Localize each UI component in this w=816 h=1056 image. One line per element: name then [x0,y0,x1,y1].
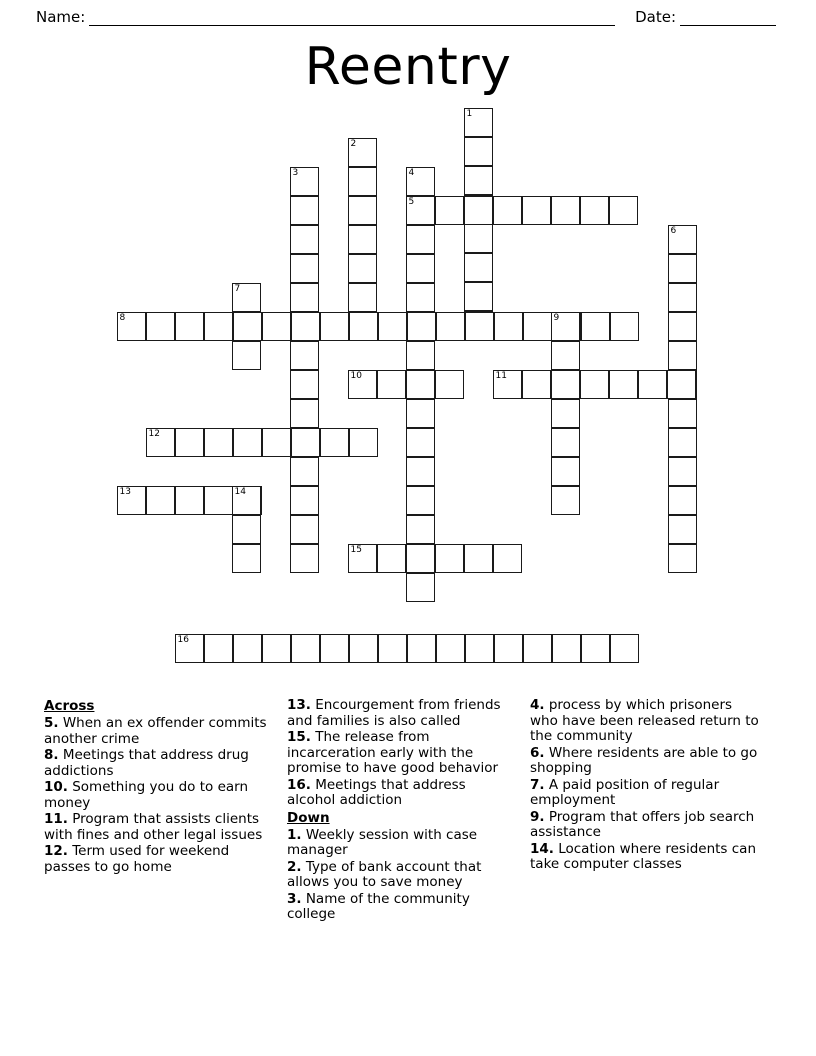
grid-cell[interactable] [406,167,435,196]
grid-cell[interactable] [348,138,377,167]
grid-cell[interactable] [290,515,319,544]
clue-item [44,716,275,747]
date-label: Date: [635,8,676,26]
grid-cell[interactable] [493,544,522,573]
grid-cell[interactable] [290,486,319,515]
grid-cell[interactable] [232,341,261,370]
grid-cell[interactable] [493,370,522,399]
grid-cell-number: 8 [119,313,126,323]
grid-cell[interactable] [581,312,610,341]
clue-text: Weekly session with case manager [287,826,478,858]
grid-cell[interactable] [377,370,406,399]
grid-cell[interactable] [551,370,580,399]
clue-text: Program that offers job search assistance [530,808,755,840]
grid-cell[interactable] [348,167,377,196]
grid-cell[interactable] [551,341,580,370]
clue-item [530,778,762,809]
across-heading: Across [44,698,95,714]
grid-cell[interactable] [551,428,580,457]
clue-number: 5. [44,715,59,731]
clue-text: Something you do to earn money [44,779,249,811]
grid-cell[interactable] [668,341,697,370]
grid-cell[interactable] [290,341,319,370]
clue-column-2 [287,698,530,978]
grid-cell[interactable] [668,515,697,544]
grid-cell[interactable] [175,312,204,341]
grid-cell[interactable] [146,428,175,457]
grid-cell[interactable] [348,370,377,399]
grid-cell[interactable] [551,457,580,486]
grid-cell[interactable] [349,634,378,663]
grid-cell-number: 5 [408,197,415,207]
clue-text: Where residents are able to go shopping [530,744,758,776]
grid-cell[interactable] [232,486,261,515]
grid-cell[interactable] [232,515,261,544]
clue-item [44,844,275,875]
grid-cell[interactable] [320,634,349,663]
grid-cell[interactable] [667,370,696,399]
grid-cell[interactable] [146,312,175,341]
grid-cell[interactable] [290,196,319,225]
clue-number: 9. [530,808,545,825]
grid-cell[interactable] [406,370,435,399]
grid-cell[interactable] [494,312,523,341]
clue-item [287,860,518,891]
grid-cell-number: 6 [670,226,677,236]
grid-cell[interactable] [610,634,639,663]
grid-cell[interactable] [406,283,435,312]
clue-item [530,698,762,745]
grid-cell-number: 16 [177,635,189,645]
grid-cell-number: 9 [553,313,560,323]
grid-cell[interactable] [436,312,465,341]
clue-number: 7. [530,776,545,793]
grid-cell[interactable] [290,283,319,312]
grid-cell[interactable] [232,283,261,312]
grid-cell-number: 14 [234,487,246,497]
grid-cell[interactable] [407,312,436,341]
grid-cell[interactable] [406,573,435,602]
grid-cell[interactable] [348,196,377,225]
grid-cell[interactable] [406,399,435,428]
clue-text: The release from incarceration early with the promise to have good behavior [287,729,499,776]
grid-cell[interactable] [465,634,494,663]
grid-cell-number: 3 [292,168,299,178]
grid-cell[interactable] [552,634,581,663]
grid-cell[interactable] [377,544,406,573]
grid-cell[interactable] [668,486,697,515]
grid-cell[interactable] [668,457,697,486]
clue-number: 2. [287,858,302,875]
clue-list [44,698,774,978]
grid-cell-number: 7 [234,284,241,294]
grid-cell-number: 10 [350,371,362,381]
grid-cell[interactable] [465,312,494,341]
grid-cell[interactable] [290,167,319,196]
down-heading: Down [287,809,330,826]
clue-text: Meetings that address drug addictions [44,747,249,779]
grid-cell[interactable] [291,428,320,457]
clue-item [530,746,762,777]
grid-cell[interactable] [609,370,638,399]
grid-cell[interactable] [464,108,493,137]
grid-cell[interactable] [290,399,319,428]
clue-number: 12. [44,843,68,859]
clue-text: When an ex offender commits another crime [44,715,267,747]
grid-cell[interactable] [348,544,377,573]
clue-number: 4. [530,697,545,713]
clue-text: Term used for weekend passes to go home [44,843,230,875]
grid-cell[interactable] [610,312,639,341]
grid-cell[interactable] [204,428,233,457]
grid-cell[interactable] [494,634,523,663]
grid-cell[interactable] [464,166,493,195]
grid-cell[interactable] [436,634,465,663]
grid-cell[interactable] [435,370,464,399]
clue-item [287,892,518,923]
grid-cell[interactable] [290,370,319,399]
clue-text: process by which prisoners who have been released return to the community [530,697,759,744]
clue-number: 3. [287,890,302,907]
grid-cell[interactable] [204,634,233,663]
grid-cell[interactable] [435,196,464,225]
clue-text: Type of bank account that allows you to save money [287,858,482,890]
grid-cell[interactable] [551,486,580,515]
clue-text: Name of the community college [287,890,470,922]
clue-text: A paid position of regular employment [530,776,720,808]
grid-cell[interactable] [406,544,435,573]
grid-cell[interactable] [175,486,204,515]
grid-cell[interactable] [349,312,378,341]
grid-cell[interactable] [522,196,551,225]
clue-column-1 [44,698,287,978]
clue-number: 13. [287,697,311,713]
grid-cell[interactable] [290,457,319,486]
grid-cell[interactable] [291,312,320,341]
grid-cell[interactable] [407,634,436,663]
grid-cell[interactable] [320,428,349,457]
grid-cell[interactable] [668,312,697,341]
grid-cell[interactable] [290,254,319,283]
clue-item [530,842,762,873]
clue-item [287,828,518,859]
grid-cell[interactable] [406,225,435,254]
grid-cell[interactable] [609,196,638,225]
grid-cell[interactable] [638,370,667,399]
grid-cell[interactable] [232,544,261,573]
grid-cell[interactable] [551,399,580,428]
grid-cell[interactable] [493,196,522,225]
grid-cell[interactable] [406,515,435,544]
clue-number: 10. [44,779,68,795]
grid-cell[interactable] [551,312,580,341]
grid-cell[interactable] [262,428,291,457]
grid-cell[interactable] [464,224,493,253]
grid-cell[interactable] [378,312,407,341]
clue-item [44,748,275,779]
clue-number: 6. [530,744,545,761]
grid-cell-number: 12 [148,429,160,439]
grid-cell[interactable] [406,341,435,370]
grid-cell[interactable] [117,312,146,341]
clue-item [287,698,518,729]
grid-cell[interactable] [435,544,464,573]
grid-cell-number: 2 [350,139,357,149]
grid-cell[interactable] [406,486,435,515]
clue-number: 8. [44,747,59,763]
grid-cell-number: 1 [466,109,473,119]
page-title: Reentry [304,37,512,97]
clue-item [44,780,275,811]
grid-cell[interactable] [464,137,493,166]
grid-cell[interactable] [348,225,377,254]
grid-cell[interactable] [581,634,610,663]
grid-cell[interactable] [522,370,551,399]
grid-cell-number: 4 [408,168,415,178]
grid-cell[interactable] [464,282,493,311]
grid-cell[interactable] [233,312,262,341]
grid-cell[interactable] [668,428,697,457]
grid-cell[interactable] [551,196,580,225]
grid-cell[interactable] [464,544,493,573]
clue-text: Encourgement from friends and families is also called [287,697,501,729]
grid-cell[interactable] [117,486,146,515]
grid-cell[interactable] [406,428,435,457]
clue-number: 11. [44,811,68,827]
grid-cell[interactable] [378,634,407,663]
grid-cell[interactable] [464,253,493,282]
grid-cell[interactable] [348,283,377,312]
grid-cell[interactable] [233,634,262,663]
clue-item [287,730,518,777]
grid-cell[interactable] [668,399,697,428]
grid-cell-number: 15 [350,545,362,555]
grid-cell[interactable] [290,225,319,254]
grid-cell[interactable] [668,544,697,573]
grid-cell[interactable] [406,196,435,225]
grid-cell[interactable] [146,486,175,515]
clue-item [530,810,762,841]
grid-cell[interactable] [175,428,204,457]
grid-cell[interactable] [580,196,609,225]
clue-text: Program that assists clients with fines and other legal issues [44,811,263,843]
grid-cell[interactable] [204,486,233,515]
grid-cell[interactable] [175,634,204,663]
grid-cell-number: 11 [495,371,507,381]
grid-cell[interactable] [320,312,349,341]
clue-text: Meetings that address alcohol addiction [287,776,466,808]
grid-cell[interactable] [523,634,552,663]
grid-cell[interactable] [349,428,378,457]
grid-cell[interactable] [348,254,377,283]
grid-cell[interactable] [290,544,319,573]
grid-cell[interactable] [204,312,233,341]
grid-cell[interactable] [668,283,697,312]
grid-cell[interactable] [464,196,493,225]
grid-cell[interactable] [262,312,291,341]
clue-item [287,778,518,809]
grid-cell[interactable] [233,428,262,457]
grid-cell-number: 13 [119,487,131,497]
name-label: Name: [36,8,86,26]
grid-cell[interactable] [291,634,320,663]
grid-cell[interactable] [523,312,552,341]
clue-number: 1. [287,826,302,843]
grid-cell[interactable] [406,457,435,486]
clue-column-3 [530,698,774,978]
clue-text: Location where residents can take computer classes [530,840,756,872]
clue-number: 14. [530,840,554,857]
grid-cell[interactable] [580,370,609,399]
grid-cell[interactable] [406,254,435,283]
grid-cell[interactable] [668,254,697,283]
clue-item [44,812,275,843]
grid-cell[interactable] [668,225,697,254]
clue-number: 16. [287,776,311,793]
grid-cell[interactable] [262,634,291,663]
clue-number: 15. [287,729,311,745]
